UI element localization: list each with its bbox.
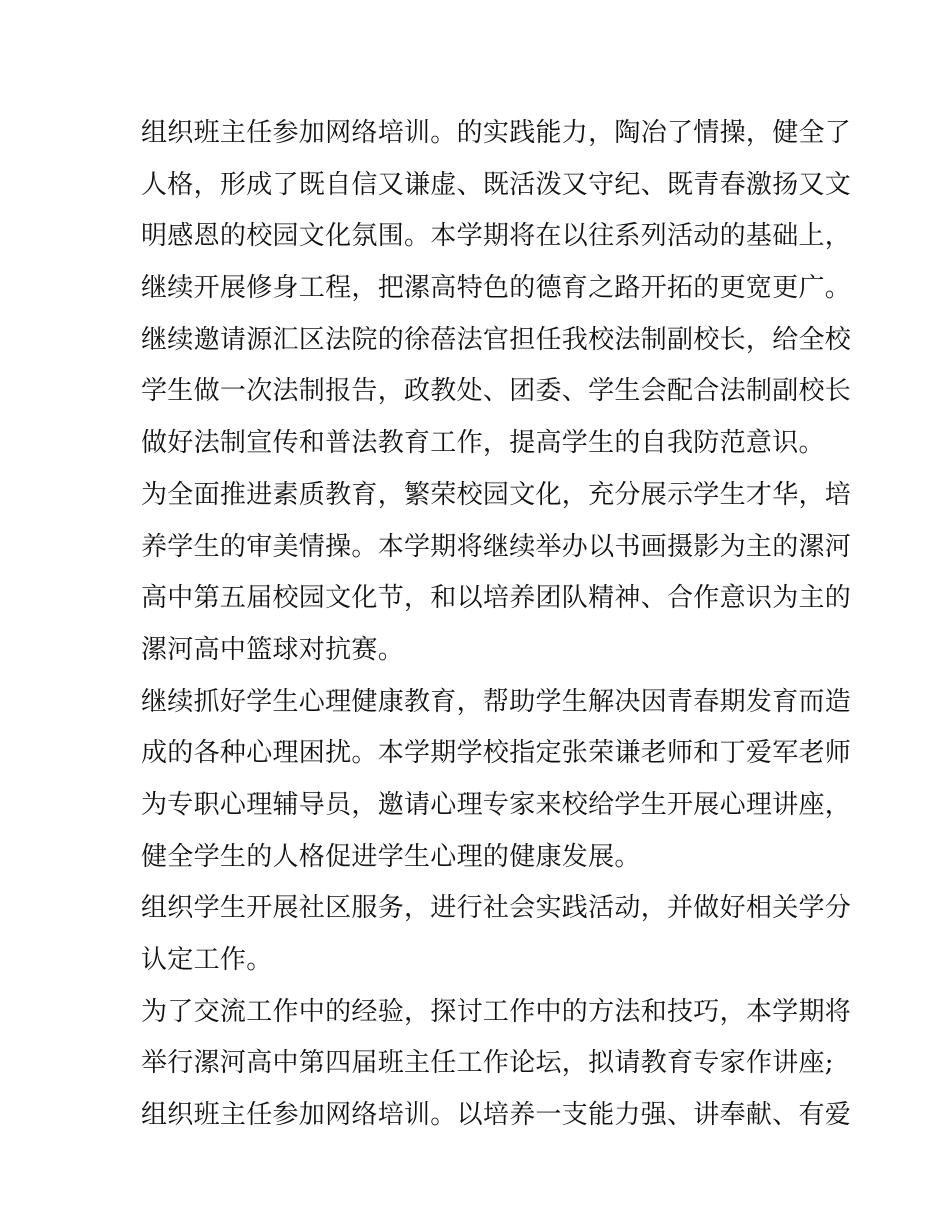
text-line: 人格，形成了既自信又谦虚、既活泼又守纪、既青春激扬又文	[141, 169, 852, 200]
text-line: 为专职心理辅导员，邀请心理专家来校给学生开展心理讲座，	[141, 789, 852, 820]
text-line: 高中第五届校园文化节，和以培养团队精神、合作意识为主的	[141, 583, 852, 614]
text-line: 继续邀请源汇区法院的徐蓓法官担任我校法制副校长，给全校	[141, 324, 852, 355]
text-line: 为了交流工作中的经验，探讨工作中的方法和技巧，本学期将	[141, 996, 852, 1027]
text-line: 认定工作。	[141, 945, 273, 975]
text-line: 学生做一次法制报告，政教处、团委、学生会配合法制副校长	[141, 376, 852, 407]
text-line: 组织学生开展社区服务，进行社会实践活动，并做好相关学分	[141, 893, 852, 924]
text-line: 继续抓好学生心理健康教育，帮助学生解决因青春期发育而造	[141, 686, 852, 717]
text-line: 漯河高中篮球对抗赛。	[141, 634, 405, 665]
text-line: 组织班主任参加网络培训。以培养一支能力强、讲奉献、有爱	[141, 1100, 852, 1131]
text-line: 健全学生的人格促进学生心理的健康发展。	[141, 841, 641, 872]
text-line: 为全面推进素质教育，繁荣校园文化，充分展示学生才华，培	[141, 479, 852, 510]
text-line: 组织班主任参加网络培训。的实践能力，陶冶了情操，健全了	[141, 118, 852, 148]
body-text	[141, 108, 852, 1142]
text-line: 成的各种心理困扰。本学期学校指定张荣谦老师和丁爱军老师	[141, 738, 852, 769]
text-line: 做好法制宣传和普法教育工作，提高学生的自我防范意识。	[141, 428, 825, 459]
text-line: 明感恩的校园文化氛围。本学期将在以往系列活动的基础上，	[141, 221, 852, 252]
text-line: 养学生的审美情操。本学期将继续举办以书画摄影为主的漯河	[141, 531, 852, 562]
text-line: 举行漯河高中第四届班主任工作论坛，拟请教育专家作讲座;	[141, 1048, 834, 1079]
text-line: 继续开展修身工程，把漯高特色的德育之路开拓的更宽更广。	[141, 273, 852, 304]
